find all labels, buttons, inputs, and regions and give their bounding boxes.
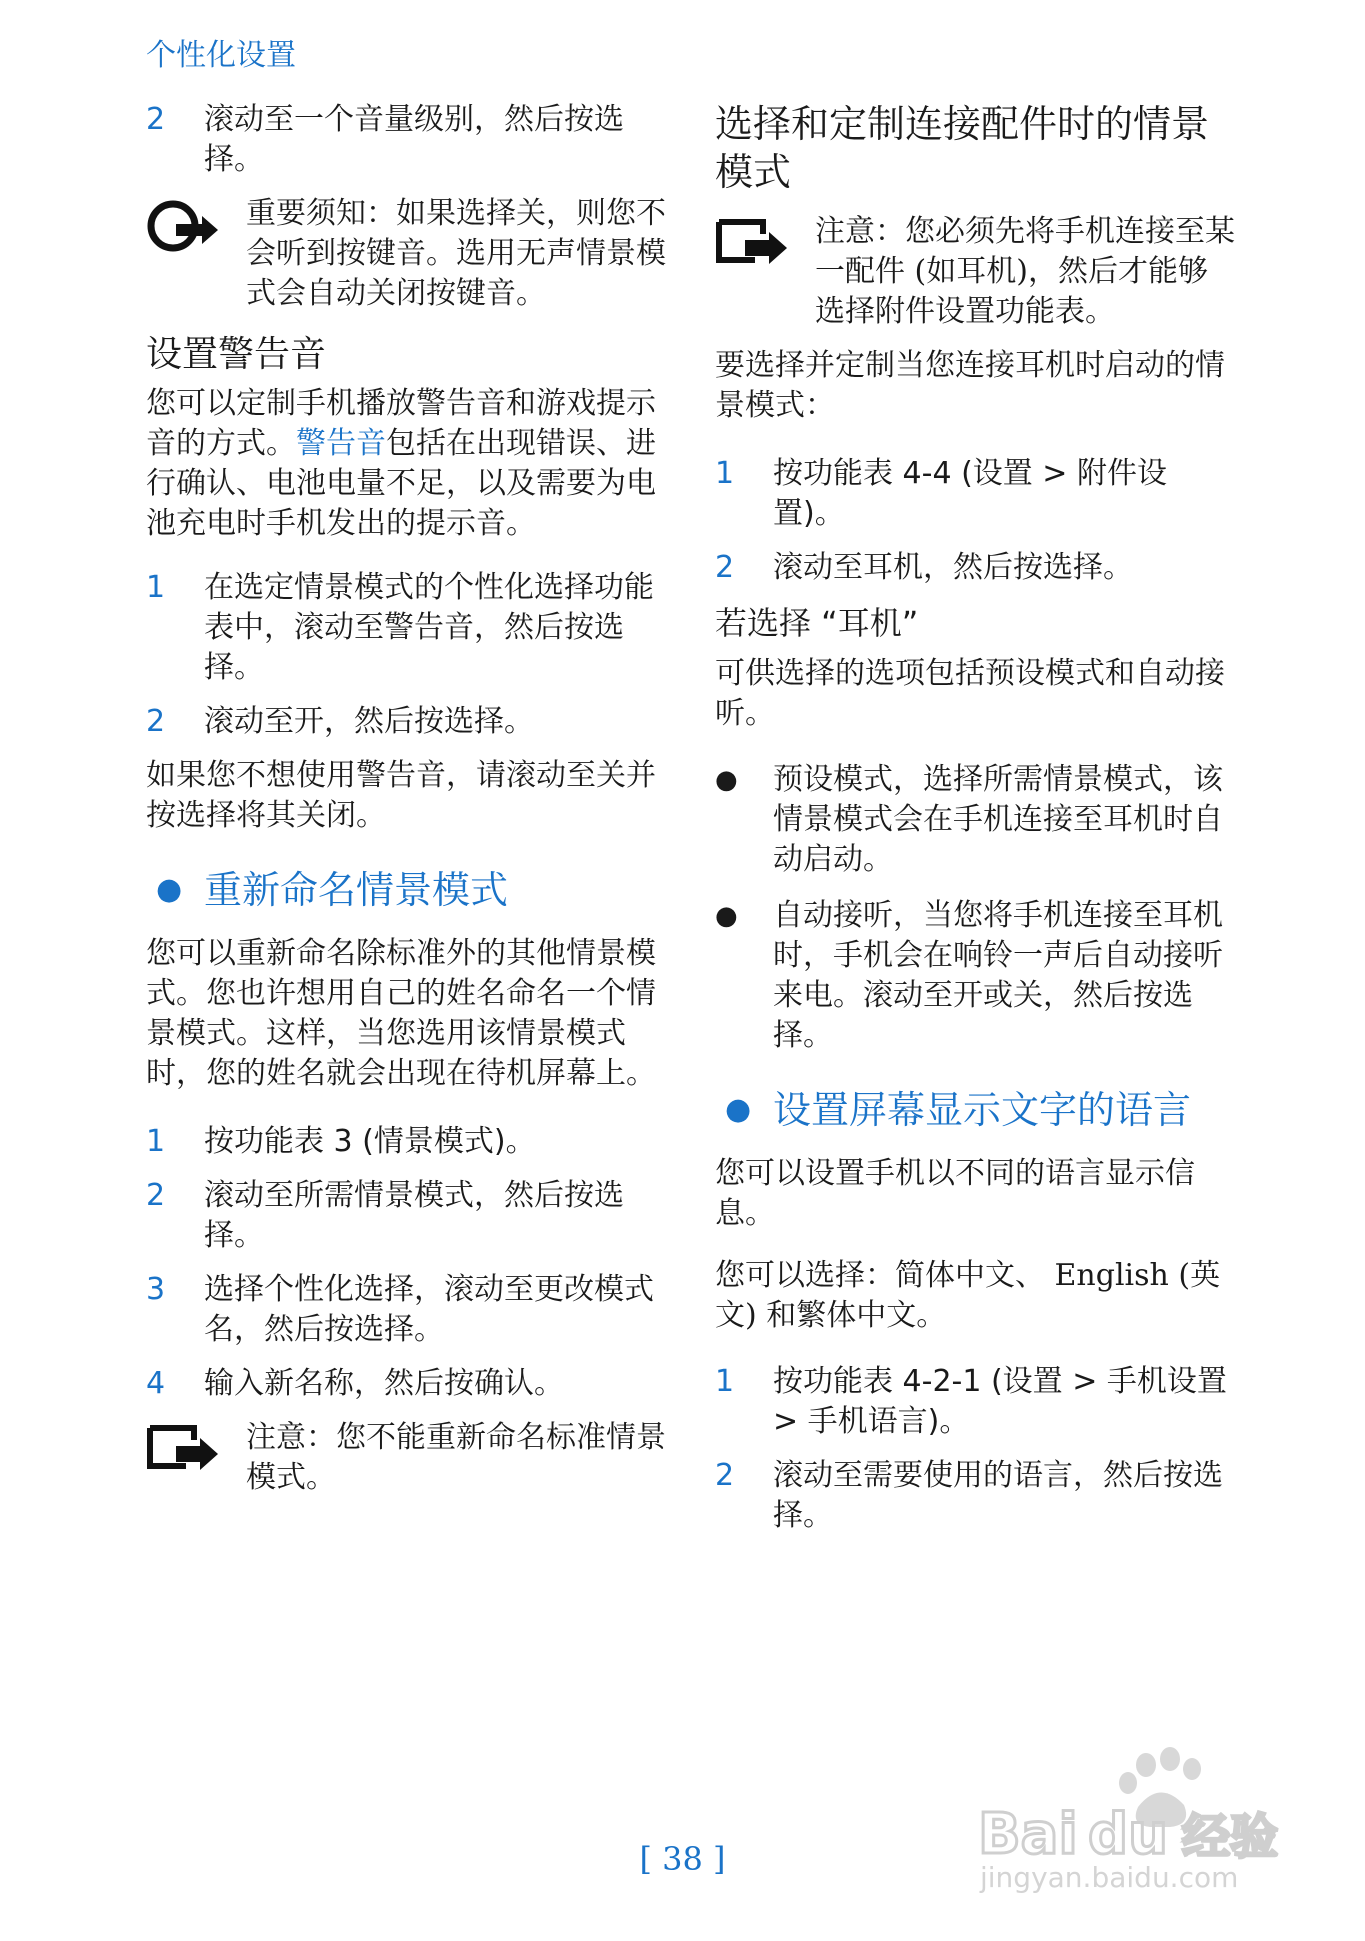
watermark-brand2: du (1088, 1802, 1168, 1867)
rename-step (146, 1364, 666, 1404)
option-item (715, 896, 1235, 1056)
alert-intro: 您可以定制手机播放警告音和游戏提示音的方式。警告音包括在出现错误、进行确认、电池电量不足，以及需要为电池充电时手机发出的提示音。 (146, 386, 656, 541)
bullet-dot: ● (715, 765, 738, 795)
step-text: 选择个性化选择，滚动至更改模式名，然后按选择。 (204, 1272, 654, 1347)
step-text: 在选定情景模式的个性化选择功能表中，滚动至警告音，然后按选择。 (204, 570, 654, 685)
accessory-intro: 要选择并定制当您连接耳机时启动的情景模式： (715, 348, 1225, 423)
bullet-dot: ● (715, 901, 738, 931)
running-head: 个性化设置 (146, 38, 296, 73)
watermark-url: jingyan.baidu.com (980, 1861, 1239, 1894)
step-number: 2 (146, 704, 166, 739)
language-heading: ● 设置屏幕显示文字的语言 (715, 1086, 1235, 1134)
step-number: 1 (715, 1364, 735, 1399)
rename-step (146, 1122, 666, 1162)
important-notice (146, 194, 666, 314)
alert-step (146, 702, 666, 742)
headset-intro: 可供选择的选项包括预设模式和自动接听。 (715, 656, 1225, 731)
bullet-dot: ● (156, 872, 183, 907)
alert-off-text: 如果您不想使用警告音，请滚动至关并按选择将其关闭。 (146, 758, 656, 833)
volume-step (146, 100, 666, 180)
alert-link[interactable]: 警告音 (296, 426, 386, 461)
step-number: 2 (146, 102, 166, 137)
note-icon (146, 1418, 246, 1498)
step-number: 1 (146, 570, 166, 605)
language-step (715, 1362, 1235, 1442)
accessory-step (715, 548, 1235, 588)
alert-heading: 设置警告音 (146, 334, 327, 375)
step-text: 滚动至所需情景模式，然后按选择。 (204, 1178, 624, 1253)
step-number: 2 (715, 550, 735, 585)
step-number: 4 (146, 1366, 166, 1401)
right-column (715, 100, 1235, 1550)
accessory-heading: 选择和定制连接配件时的情景模式 (715, 102, 1210, 194)
step-number: 1 (146, 1124, 166, 1159)
step-number: 2 (715, 1458, 735, 1493)
rename-heading: ● 重新命名情景模式 (146, 866, 666, 914)
option-text: 自动接听，当您将手机连接至耳机时，手机会在响铃一声后自动接听来电。滚动至开或关，然后按选择。 (773, 898, 1223, 1053)
rename-step (146, 1270, 666, 1350)
step-text: 滚动至开，然后按选择。 (204, 704, 534, 739)
step-text: 滚动至需要使用的语言，然后按选择。 (773, 1458, 1223, 1533)
rename-step (146, 1176, 666, 1256)
step-text: 滚动至耳机，然后按选择。 (773, 550, 1133, 585)
watermark-cn: 经验 (1182, 1809, 1279, 1865)
rename-note (146, 1418, 666, 1498)
option-item (715, 760, 1235, 880)
note-icon (715, 212, 815, 332)
note-text: 注意：您必须先将手机连接至某一配件 (如耳机)，然后才能够选择附件设置功能表。 (815, 214, 1235, 329)
headset-heading: 若选择 “耳机” (715, 604, 919, 642)
accessory-note (715, 212, 1235, 332)
step-text: 按功能表 3 (情景模式)。 (204, 1124, 536, 1159)
alert-step (146, 568, 666, 688)
language-options: 您可以选择：简体中文、 English (英文) 和繁体中文。 (715, 1258, 1221, 1333)
left-column (146, 100, 666, 1512)
important-icon (146, 194, 246, 314)
language-step (715, 1456, 1235, 1536)
language-intro: 您可以设置手机以不同的语言显示信息。 (715, 1156, 1195, 1231)
step-number: 3 (146, 1272, 166, 1307)
watermark-brand: Bai (978, 1802, 1078, 1867)
step-number: 1 (715, 456, 735, 491)
step-text: 输入新名称，然后按确认。 (204, 1366, 564, 1401)
page-number: [ 38 ] (639, 1840, 726, 1878)
step-number: 2 (146, 1178, 166, 1213)
bullet-dot: ● (725, 1092, 752, 1127)
important-text: 重要须知：如果选择关，则您不会听到按键音。选用无声情景模式会自动关闭按键音。 (246, 196, 666, 311)
rename-intro: 您可以重新命名除标准外的其他情景模式。您也许想用自己的姓名命名一个情景模式。这样，当您选用该情景模式时，您的姓名就会出现在待机屏幕上。 (146, 936, 656, 1091)
step-text: 按功能表 4-2-1 (设置 > 手机设置 > 手机语言)。 (773, 1364, 1227, 1439)
step-text: 滚动至一个音量级别，然后按选择。 (204, 102, 624, 177)
step-text: 按功能表 4-4 (设置 > 附件设置)。 (773, 456, 1167, 531)
option-text: 预设模式，选择所需情景模式，该情景模式会在手机连接至耳机时自动启动。 (773, 762, 1223, 877)
accessory-step (715, 454, 1235, 534)
note-text: 注意：您不能重新命名标准情景模式。 (246, 1420, 666, 1495)
